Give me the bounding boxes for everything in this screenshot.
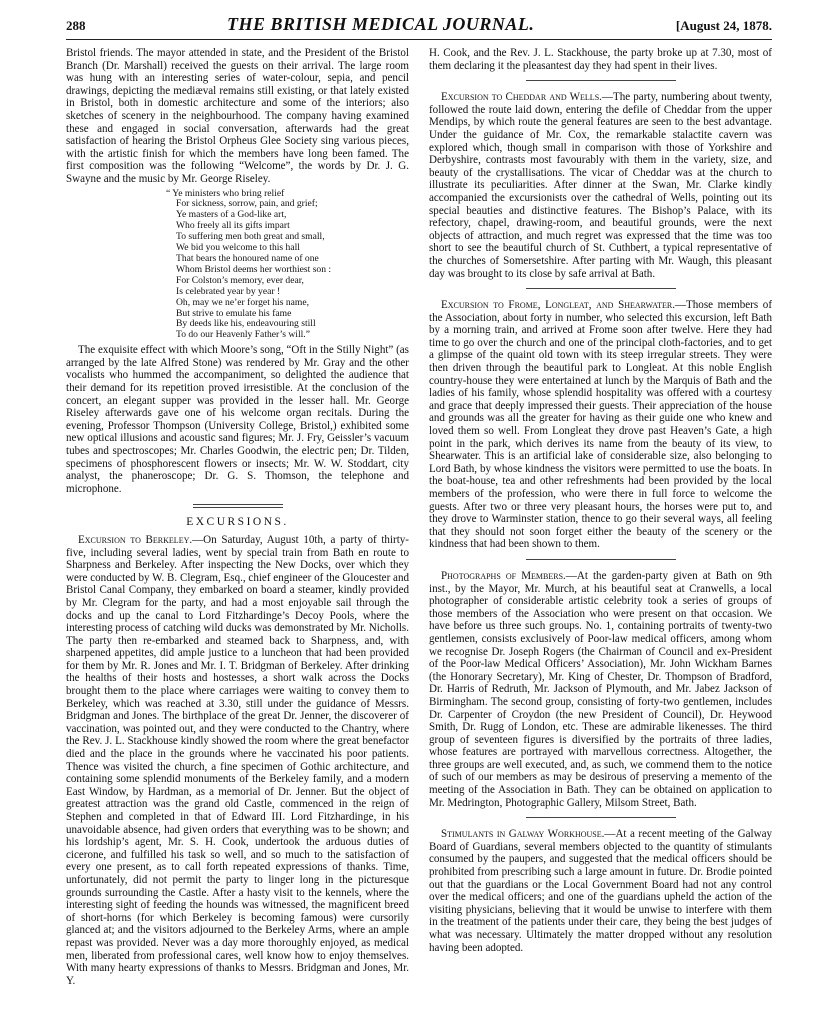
article-title: Photographs of Members. — [441, 569, 566, 582]
poem-line: Oh, may we ne’er forget his name, — [176, 296, 310, 308]
article-separator — [526, 559, 676, 560]
poem-line: Who freely all its gifts impart — [176, 220, 290, 232]
article-body: —The party, numbering about twenty, followed the route laid down, entering the defile of Cheddar from the upper Mendips, by which route the general features are seen to the best advantage. Under the guidance of Mr. Cox, the remarkable stalactite cavern was explored which, though small in comparison with those of Yorkshire and Derbyshire, contrasts most favourably with them in the variety, size, and beauty of the crystallisations. The vicar of Cheddar was at the church to illustrate its peculiarities. After dinner at the Swan, Mr. Clarke kindly accompanied the excursionists over the cathedral of Wells, pointing out its special beauties and distinctive features. The Bishop’s Palace, with its refectory, chapel, drawing-room, and beautiful grounds, were the next objects of attraction, and much regret was expressed that the time was too short to see the beautiful church of St. Cuthbert, a typical representative of the churches of Somersetshire. After parting with Mr. Waugh, this pleasant day was brought to its close by safe arrival at Bath. — [429, 91, 772, 280]
article-separator — [526, 288, 676, 289]
article-body: —Those members of the Association, about forty in number, who selected this excursion, left Bath by a morning train, and arrived at Frome soon after twelve. Here they had time to go over the church and one of the principal cloth-factories, and to get a glimpse of the quaint old town with its steep irregular streets. They were then driven through the beautiful park to Longleat. At this noble English country-house they were entertained at lunch by the Marquis of Bath and the ladies of his family, whose splendid hospitality was offered with a courtesy and grace that deeply impressed their guests. Their appreciation of the house and grounds was all the greater for having as their guide one who knew and loved them so well. From Longleat they drove past Heaven’s Gate, a high point in the park, which derives its name from the beauty of its view, to Shearwater. This is an artificial lake of considerable size, also belonging to Lord Bath, by whose kindness the visitors were permitted to use the boats. In the boat-house, tea and other refreshments had been provided by the local members of the profession, who were there in full force to welcome the guests. After two or three very pleasant hours, the horses were put to, and they drove to Warminster station, thence to go their several ways, all feeling that they should not soon forget either the beauty of the scenery or the kindness that had been shown to them. — [429, 299, 772, 551]
right-column — [429, 47, 772, 987]
issue-date: [August 24, 1878. — [675, 18, 772, 33]
poem-line: We bid you welcome to this hall — [176, 242, 300, 254]
poem-line: To suffering men both great and small, — [176, 231, 325, 243]
page-header — [66, 14, 772, 40]
paragraph: Bristol friends. The mayor attended in state, and the President of the Bristol Branch (Dr. Marshall) received the guests on their arrival. The large room was hung with an interesting series of water-colour, sepia, and pencil drawings, depicting the mediæval remains still existing, or that lately existed in Bristol, both in domestic architecture and some of the interiors; also sketches of scenery in the neighbourhood. The company having examined these and engaged in social conversation, afterwards had the great satisfaction of hearing the Bristol Orpheus Glee Society sing various pieces, with the artistic finish for which the members have long been famed. The first composition was the following “Welcome”, the words by Dr. J. G. Swayne and the music by Mr. George Riseley. — [66, 47, 409, 185]
article-title: Excursion to Cheddar and Wells. — [441, 91, 602, 104]
article-body: —At a recent meeting of the Galway Board of Guardians, several members objected to the quantity of stimulants consumed by the paupers, and suggested that the medical officers should be prohibited from prescribing such a large amount in future. Dr. Brodie pointed out that the guardians or the Local Government Board had not any control over the medical officers; and one of the guardians upheld the action of the visiting physicians, believing that it would be unwise to interfere with them in the treatment of the patients under their care, they being the best judges of what was necessary. Ultimately the matter dropped without any resolution having been adopted. — [429, 828, 773, 954]
poem-line: Is celebrated year by year ! — [176, 285, 281, 297]
section-rule — [193, 507, 283, 508]
poem-line: But strive to emulate his fame — [176, 307, 292, 319]
paragraph: The exquisite effect with which Moore’s song, “Oft in the Stilly Night” (as arranged by the late Alfred Stone) was rendered by Mr. Gray and the other vocalists who hummed the accompaniment, so delighted the audience that their demand for its repetition proved irresistible. At the conclusion of the concert, an elegant supper was provided in the lesser hall. Mr. George Riseley afterwards gave one of his welcome organ recitals. During the evening, Professor Thompson (University College, Bristol,) exhibited some new optical illusions and acoustic sand figures; Mr. J. Fry, Geissler’s vacuum tubes and spectroscopes; Mr. Charles Goodwin, the electric pen; Dr. Tilden, specimens of phosphorescent flowers or insects; Mr. W. W. Stoddart, city analyst, the phaneroscope; Dr. G. S. Thomson, the telephone and microphone. — [66, 344, 409, 495]
article-galway — [429, 828, 772, 954]
article-title: Excursion to Berkeley. — [78, 533, 193, 546]
article-cheddar — [429, 91, 772, 280]
paragraph: H. Cook, and the Rev. J. L. Stackhouse, the party broke up at 7.30, most of them declaring it the pleasantest day they had spent in their lives. — [429, 47, 772, 72]
page-number: 288 — [66, 18, 86, 33]
article-separator — [526, 80, 676, 81]
poem-line: For sickness, sorrow, pain, and grief; — [176, 198, 318, 210]
section-rule — [193, 504, 283, 505]
poem-line: For Colston’s memory, ever dear, — [176, 274, 304, 286]
poem-line: “ Ye ministers who bring relief — [166, 187, 285, 199]
article-photographs — [429, 570, 772, 809]
section-heading: EXCURSIONS. — [186, 516, 289, 529]
article-frome — [429, 299, 772, 551]
article-separator — [526, 817, 676, 818]
poem-line: By deeds like his, endeavouring still — [176, 318, 316, 330]
welcome-poem — [66, 189, 409, 342]
article-title: Excursion to Frome, Longleat, and Shearwater. — [441, 299, 675, 312]
poem-line: To do our Heavenly Father’s will.” — [176, 329, 310, 341]
left-column — [66, 47, 409, 987]
article-body: —At the garden-party given at Bath on 9th inst., by the Mayor, Mr. Murch, at his beautiful seat at Cranwells, a local photographer of considerable artistic celebrity took a series of groups of those members of the Association who were present on that occasion. We have before us three such groups. No. 1, containing portraits of twenty-two gentlemen, consists exclusively of Poor-law medical officers, among whom we recognise Dr. Joseph Rogers (the Chairman of Council and ex-President of the Poor-law Medical Officers’ Association), Mr. John Wickham Barnes (the Honorary Secretary), Mr. King of Chester, Dr. Thompson of Bradford, Dr. Harris of Redruth, Mr. Jackson of Plymouth, and Mr. Jabez Jackson of Birmingham. The second group, consisting of forty-two gentlemen, includes Dr. Carpenter of Croydon (the new President of Council), Dr. Heywood Smith, Dr. Rugg of London, etc. These are admirable likenesses. The third group of seventeen figures is diversified by the portraits of three ladies, whose features are portrayed with marvellous correctness. Altogether, the three groups are well executed, and, as such, we commend them to the notice of such of our members as may be desirous of preserving a memento of the meeting of the Association in Bath. They can be obtained on application to Mr. Medrington, Photographic Gallery, Milsom Street, Bath. — [429, 569, 772, 809]
article-title: Stimulants in Galway Workhouse. — [441, 828, 605, 841]
journal-title: THE BRITISH MEDICAL JOURNAL. — [227, 14, 535, 34]
poem-line: Ye masters of a God-like art, — [176, 209, 287, 221]
poem-line: Whom Bristol deems her worthiest son : — [176, 263, 332, 275]
poem-line: That bears the honoured name of one — [176, 252, 319, 264]
article-berkeley — [66, 534, 409, 987]
article-body: —On Saturday, August 10th, a party of thirty-five, including several ladies, went by special train from Bath en route to Sharpness and Berkeley. After inspecting the New Docks, over which they were conducted by W. B. Clegram, Esq., chief engineer of the Gloucester and Bristol Canal Company, they embarked on board a steamer, kindly provided by Mr. Clegram for the party, and had a most enjoyable sail through the docks and up the canal to Lord Fitzhardinge’s Decoy Pools, where the interesting process of catching wild ducks was demonstrated by Mr. Nicholls. The party then re-embarked and steamed back to Sharpness, and, with sharpened appetites, did ample justice to a luncheon that had been provided for them by Mr. R. Jones and Mr. I. T. Bridgman of Berkeley. After drinking the healths of their hosts and hostesses, a short walk across the Docks brought them to the place where carriages were waiting to convey them to Berkeley, which was reached at 3.30, still under the guidance of Messrs. Bridgman and Jones. The birthplace of the great Dr. Jenner, the discoverer of vaccination, was pointed out, and they were conducted to the Chantry, where the Rev. J. L. Stackhouse kindly showed the room where the great benefactor died and the place in the grounds where he vaccinated his poor patients. Thence was visited the church, a fine specimen of Gothic architecture, and containing some splendid monuments of the Berkeley family, and a modern East Window, by Hardman, as a memorial of Dr. Jenner. But the object of greatest attraction was the grand old Castle, commenced in the reign of Stephen and completed in that of Edward III. Lord Fitzhardinge, in his unavoidable absence, had given orders that everything was to be shown; and his lordship’s agent, Mr. S. H. Cook, undertook the arduous duties of cicerone, and fulfilled his task so well, and so much to the satisfaction of every one present, as to call forth repeated expressions of thanks. Time, unfortunately, did not permit the party to linger long in the picturesque grounds surrounding the Castle. After a hasty visit to the kennels, where the interesting sight of feeding the hounds was witnessed, the magnificent breed of short-horns (for which Berkeley is becoming famous) were cursorily glanced at; and the visitors adjourned to the Berkeley Arms, where an ample repast was provided. Never was a day more thoroughly enjoyed, as medical men, liberated from professional cares, well know how to enjoy themselves. With many hearty expressions of thanks to Messrs. Bridgman and Jones, Mr. Y. — [66, 533, 409, 987]
